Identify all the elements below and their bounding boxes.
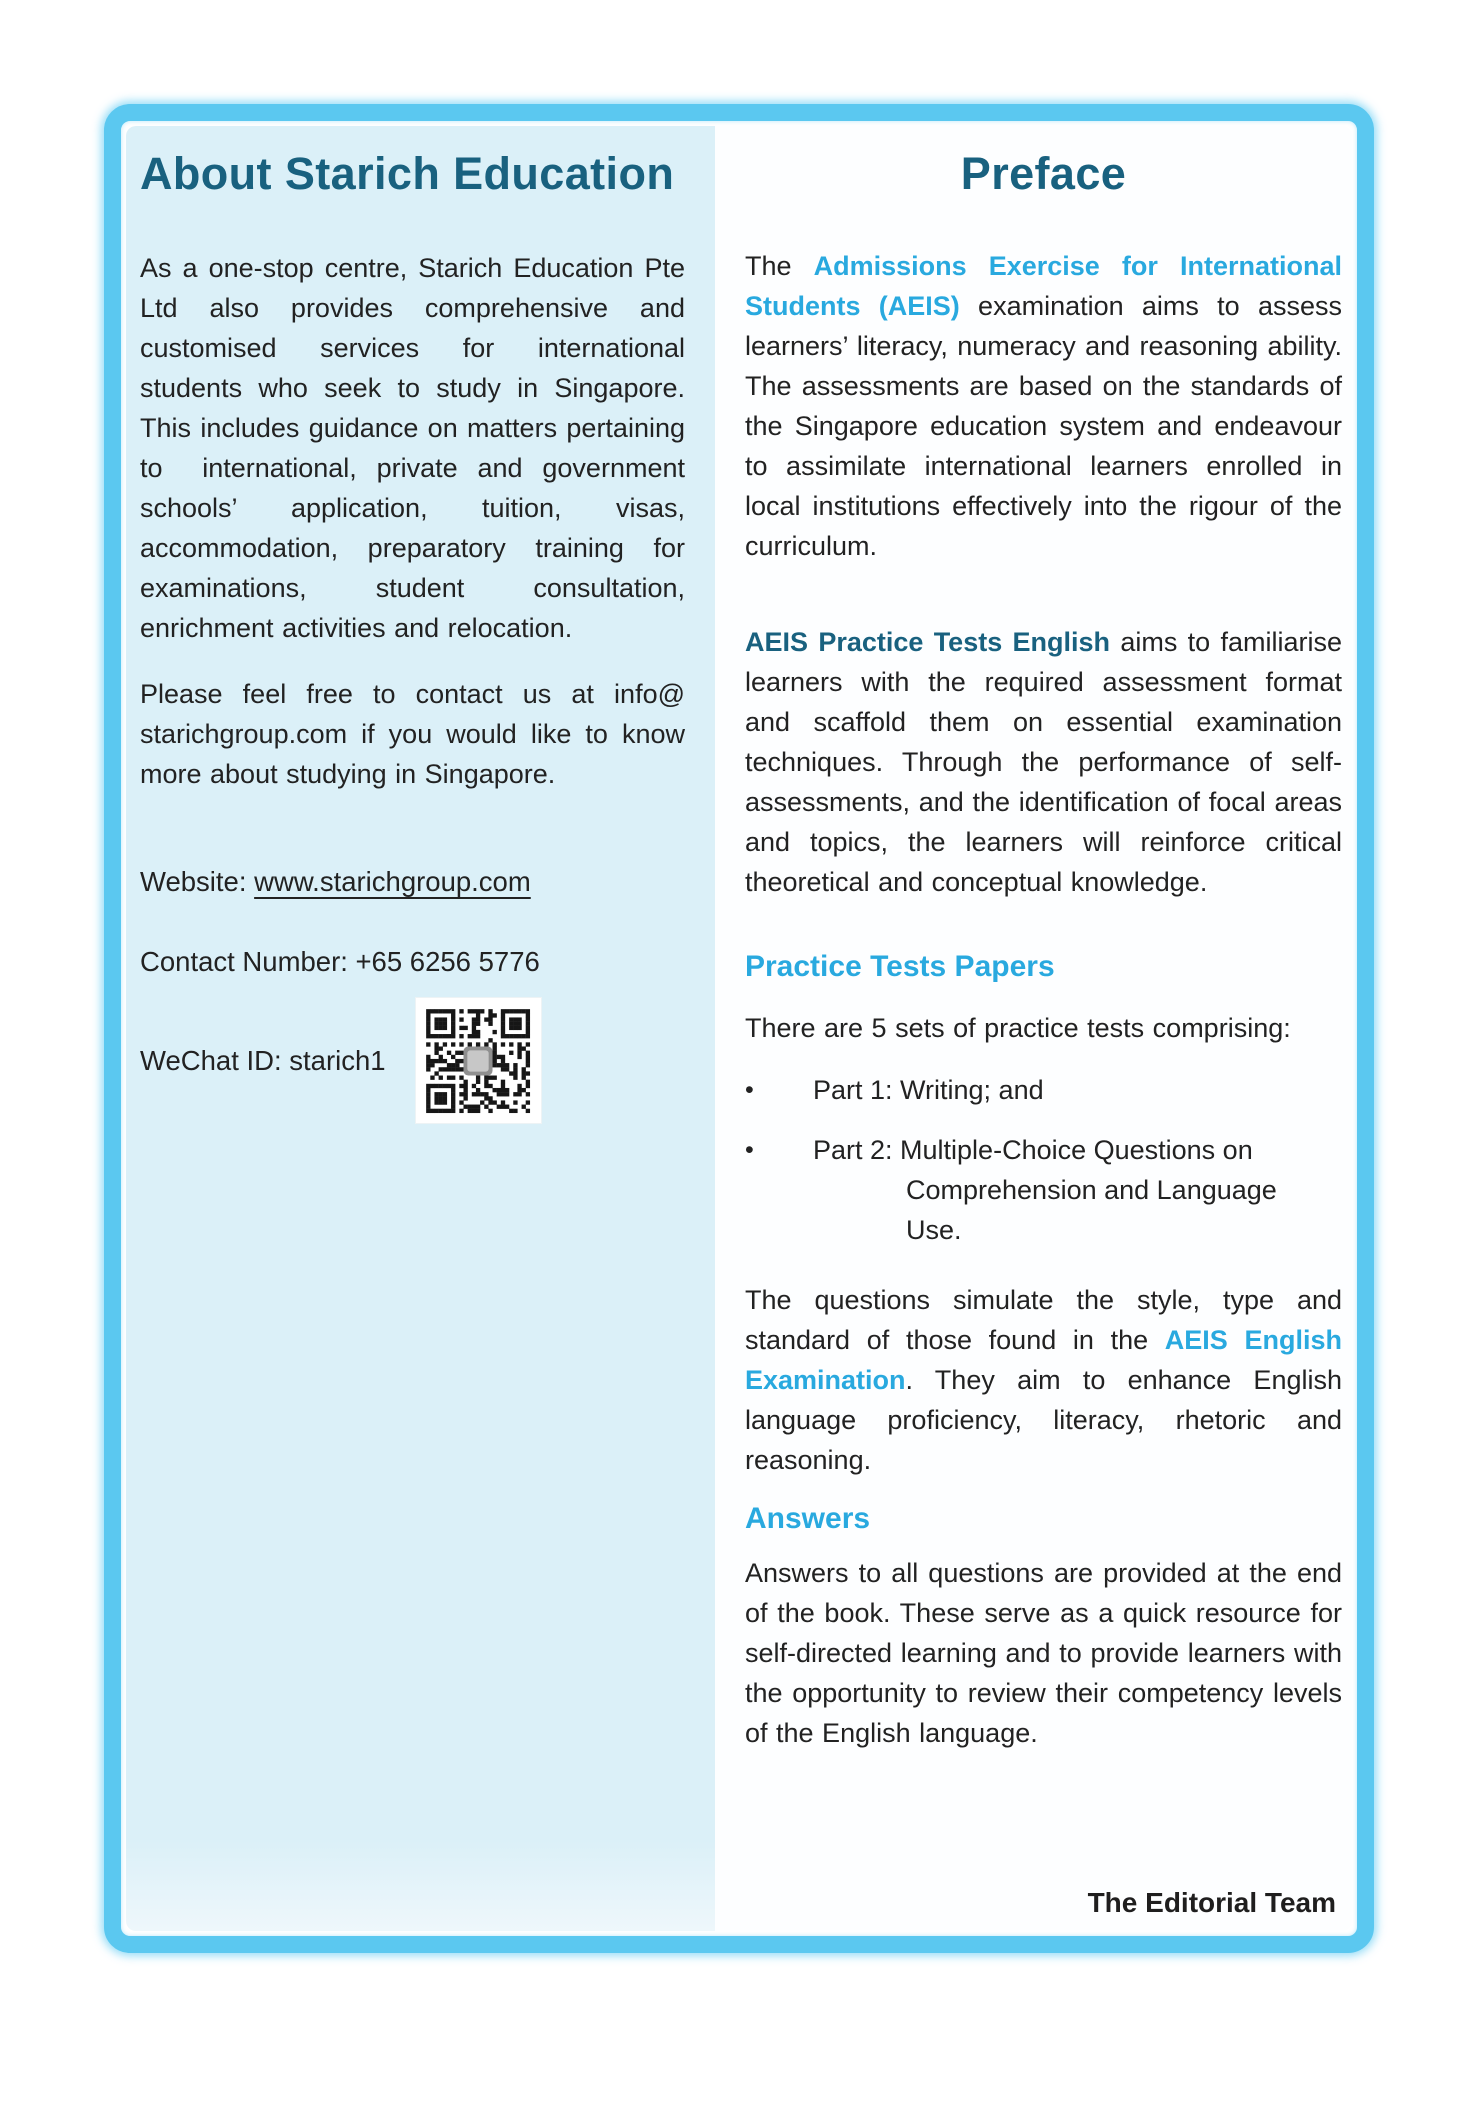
page-border-frame xyxy=(104,104,1374,1953)
wechat-row xyxy=(140,998,685,1123)
wechat-qr-code-icon xyxy=(416,998,541,1123)
bullet-text: Part 1: Writing; and xyxy=(813,1075,1044,1105)
bullet-text-continuation: Comprehension and Language xyxy=(906,1175,1277,1205)
wechat-id-label: WeChat ID: starich1 xyxy=(140,1044,386,1076)
website-line xyxy=(140,862,685,902)
text-segment: aims to familiarise learners with the required assessment format and scaffold them on essential examination techniques. Through the performance of self-assessments, and the identification of focal areas and topics, the learners will reinforce critical theoretical and conceptual knowledge. xyxy=(745,627,1342,897)
text-segment: examination aims to assess learners’ literacy, numeracy and reasoning ability. The assessments are based on the standards of the Singapore education system and endeavour to assimilate international learners enrolled in local institutions effectively into the rigour of the curriculum. xyxy=(745,291,1342,561)
preface-paragraph-1 xyxy=(745,246,1342,566)
about-heading: About Starich Education xyxy=(140,148,675,199)
answers-paragraph: Answers to all questions are provided at the end of the book. These serve as a quick resource for self-directed learning and to provide learners with the opportunity to review their competency levels of the English language. xyxy=(745,1558,1342,1748)
accent-text-segment: AEIS Practice Tests English xyxy=(745,627,1111,657)
bullet-text-continuation: Use. xyxy=(906,1215,962,1245)
practice-tests-intro: There are 5 sets of practice tests comprising: xyxy=(745,1013,1291,1043)
website-label: Website: xyxy=(140,866,255,897)
practice-tests-bullet-list xyxy=(745,1070,1342,1250)
editorial-team-signoff: The Editorial Team xyxy=(1087,1887,1336,1918)
preface-paragraph-2 xyxy=(745,622,1342,902)
about-paragraph-1: As a one-stop centre, Starich Education Pte Ltd also provides comprehensive and customised services for international students who seek to study in Singapore. This includes guidance on matters pertaining to international, private and government schools’ application, tuition, visas, accommodation, preparatory training for examinations, student consultation, enrichment activities and relocation. xyxy=(140,253,694,643)
accent-text-segment: Admissions Exercise for International Students (AEIS) xyxy=(745,251,1342,321)
bullet-icon: • xyxy=(745,1136,754,1164)
about-panel xyxy=(126,126,715,1931)
bullet-text: Part 2: Multiple-Choice Questions on xyxy=(813,1135,1253,1165)
practice-tests-papers-subheading: Practice Tests Papers xyxy=(745,950,1055,983)
website-link[interactable]: www.starichgroup.com xyxy=(254,866,531,897)
preface-panel xyxy=(715,126,1352,1931)
list-item xyxy=(745,1130,1342,1250)
preface-heading: Preface xyxy=(960,148,1127,199)
text-segment: The questions simulate the style, type and standard of those found in the xyxy=(745,1285,1342,1355)
contact-number: Contact Number: +65 6256 5776 xyxy=(140,946,540,977)
answers-subheading: Answers xyxy=(745,1502,871,1535)
text-segment: The xyxy=(745,251,814,281)
list-item xyxy=(745,1070,1342,1110)
accent-text-segment: AEIS English Examination xyxy=(745,1325,1342,1395)
two-column-layout xyxy=(126,126,1352,1931)
text-segment: . They aim to enhance English language proficiency, literacy, rhetoric and reasoning. xyxy=(745,1365,1342,1475)
preface-paragraph-3 xyxy=(745,1280,1342,1480)
about-paragraph-2: Please feel free to contact us at info@ starichgroup.com if you would like to know more about studying in Singapore. xyxy=(140,679,685,789)
bullet-icon: • xyxy=(745,1076,754,1104)
